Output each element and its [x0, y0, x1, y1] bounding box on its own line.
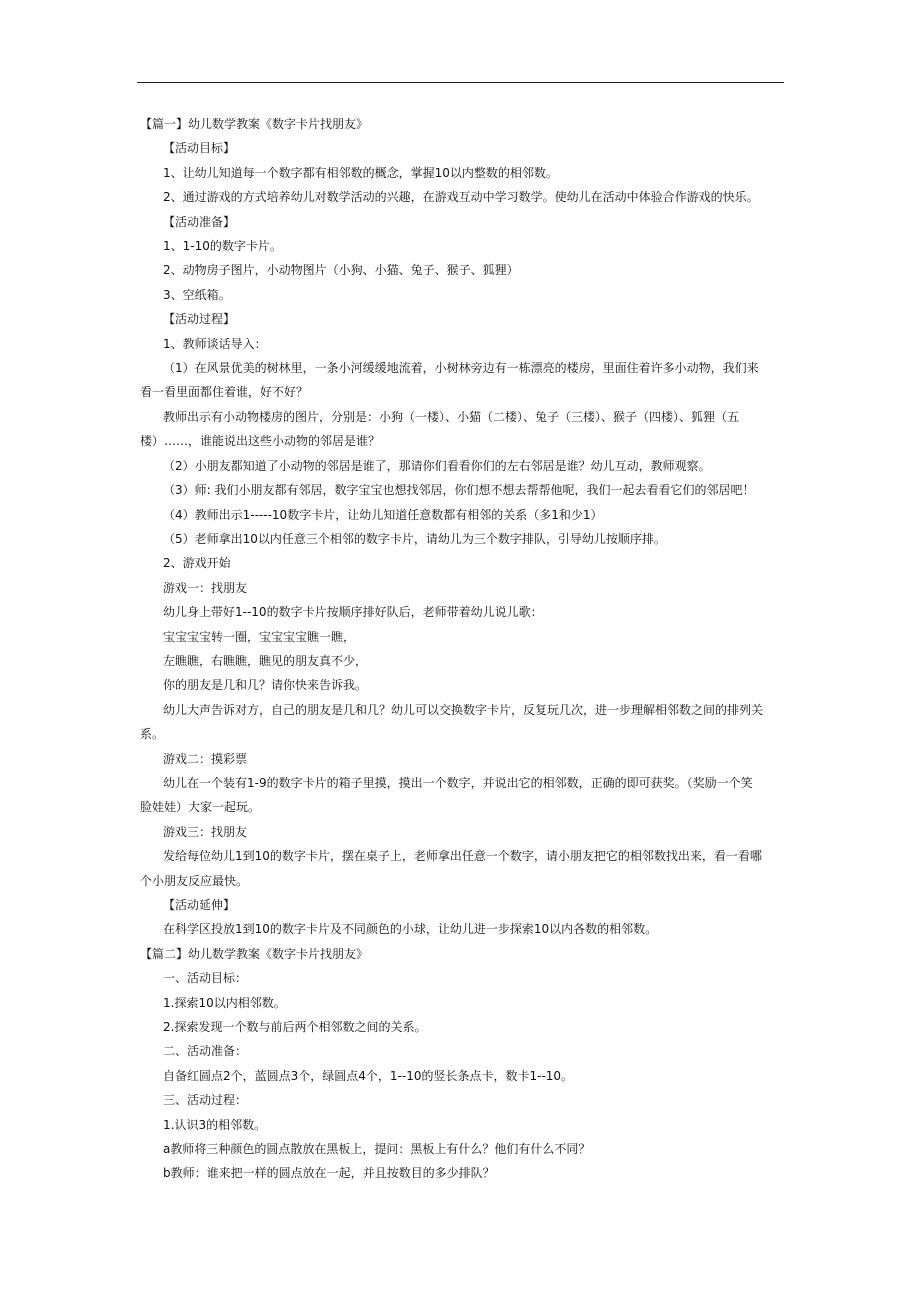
text-line: b教师：谁来把一样的圆点放在一起，并且按数目的多少排队？	[163, 1166, 495, 1181]
text-line: 【活动延伸】	[163, 898, 236, 912]
text-line: （1）在风景优美的树林里，一条小河缓缓地流着，小树林旁边有一栋漂亮的楼房，里面住着许多小动物，我们来	[163, 361, 759, 376]
text-line: 【活动过程】	[163, 312, 236, 327]
text-line: 楼）……，谁能说出这些小动物的邻居是谁？	[140, 434, 381, 449]
text-line: 1、1-10的数字卡片。	[163, 239, 282, 254]
text-line: 个小朋友反应最快。	[140, 873, 249, 888]
text-line: 幼儿身上带好1--10的数字卡片按顺序排好队后，老师带着幼儿说儿歌：	[163, 605, 543, 620]
text-line: 游戏一：找朋友	[163, 580, 248, 595]
text-line: 在科学区投放1到10的数字卡片及不同颜色的小球，让幼儿进一步探索10以内各数的相邻数。	[163, 922, 658, 937]
text-line: 1.认识3的相邻数。	[163, 1117, 267, 1132]
header-rule	[137, 82, 784, 83]
text-line: 宝宝宝宝转一圈，宝宝宝宝瞧一瞧，	[163, 629, 356, 644]
text-line: 脸娃娃）大家一起玩。	[140, 800, 261, 815]
text-line: 游戏二：摸彩票	[163, 751, 248, 766]
text-line: 教师出示有小动物楼房的图片，分别是：小狗（一楼）、小猫（二楼）、兔子（三楼）、猴子（四楼）、狐狸（五	[163, 409, 740, 424]
text-line: 系。	[140, 727, 165, 742]
text-line: 三、活动过程：	[163, 1093, 248, 1108]
text-line: 发给每位幼儿1到10的数字卡片，摆在桌子上，老师拿出任意一个数字，请小朋友把它的相邻数找出来，看一看哪	[163, 849, 762, 864]
text-line: 看一看里面都住着谁，好不好？	[140, 385, 309, 400]
text-line: 【活动准备】	[163, 214, 236, 229]
text-line: 自备红圆点2个，蓝圆点3个，绿圆点4个，1--10的竖长条点卡，数卡1--10。	[163, 1068, 574, 1083]
text-line: （3）师: 我们小朋友都有邻居，数字宝宝也想找邻居，你们想不想去帮帮他呢，我们一起去看看它们的邻居吧！	[163, 483, 755, 498]
text-line: （5）老师拿出10以内任意三个相邻的数字卡片，请幼儿为三个数字排队，引导幼儿按顺序排。	[163, 531, 666, 546]
text-line: 二、活动准备：	[163, 1044, 248, 1059]
text-line: 3、空纸箱。	[163, 287, 231, 302]
text-line: a教师将三种颜色的圆点散放在黑板上，提问：黑板上有什么？他们有什么不同？	[163, 1142, 591, 1157]
text-line: 幼儿大声告诉对方，自己的朋友是几和几？幼儿可以交换数字卡片，反复玩几次，进一步理解相邻数之间的排列关	[163, 702, 764, 717]
text-line: 1、让幼儿知道每一个数字都有相邻数的概念，掌握10以内整数的相邻数。	[163, 165, 558, 180]
text-line: 1.探索10以内相邻数。	[163, 995, 286, 1010]
text-line: 【篇二】幼儿数学教案《数字卡片找朋友》	[140, 946, 369, 961]
text-line: 2、通过游戏的方式培养幼儿对数学活动的兴趣，在游戏互动中学习数学。使幼儿在活动中体验合作游戏的快乐。	[163, 190, 759, 205]
text-line: 2.探索发现一个数与前后两个相邻数之间的关系。	[163, 1020, 427, 1035]
text-line: 幼儿在一个装有1-9的数字卡片的箱子里摸，摸出一个数字，并说出它的相邻数，正确的即可获奖。（奖励一个笑	[163, 775, 753, 790]
text-line: 【篇一】幼儿数学教案《数字卡片找朋友》	[140, 117, 369, 131]
text-line: 游戏三：找朋友	[163, 824, 248, 839]
text-line: 2、动物房子图片，小动物图片（小狗、小猫、兔子、猴子、狐狸）	[163, 263, 519, 278]
text-line: 左瞧瞧，右瞧瞧，瞧见的朋友真不少，	[163, 653, 368, 668]
text-line: 1、教师谈话导入：	[163, 336, 267, 351]
text-line: 你的朋友是几和几？请你快来告诉我。	[163, 678, 368, 693]
text-line: 一、活动目标：	[163, 971, 248, 986]
text-line: 【活动目标】	[163, 141, 236, 156]
text-line: 2、游戏开始	[163, 556, 231, 571]
text-line: （4）教师出示1-----10数字卡片，让幼儿知道任意数都有相邻的关系（多1和少1）	[163, 507, 603, 522]
text-line: （2）小朋友都知道了小动物的邻居是谁了，那请你们看看你们的左右邻居是谁？幼儿互动，教师观察。	[163, 458, 711, 473]
document-body	[140, 112, 784, 1186]
